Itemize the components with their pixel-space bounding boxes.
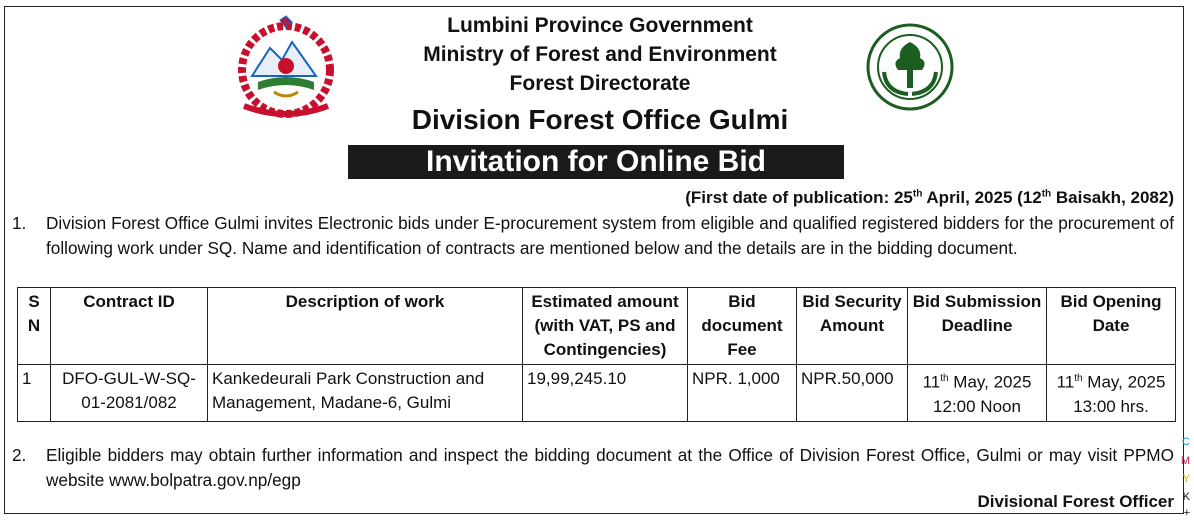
cell-description: Kankedeurali Park Construction and Management, Madane-6, Gulmi xyxy=(208,365,523,422)
paragraph-1 xyxy=(12,211,1174,261)
cell-sn: 1 xyxy=(18,365,51,422)
ministry-name: Ministry of Forest and Environment xyxy=(423,43,777,66)
header-contract-id: Contract ID xyxy=(51,288,208,365)
paragraph-2 xyxy=(12,443,1174,493)
edge-mark: M xyxy=(1180,455,1190,467)
paragraph-number: 1. xyxy=(12,213,27,233)
paragraph-text: Eligible bidders may obtain further information and inspect the bidding document at the Office of Division Forest Office, Gulmi or may visit PPMO website www.bolpatra.gov.np/egp xyxy=(46,445,1174,490)
header-sn: S N xyxy=(18,288,51,365)
government-name: Lumbini Province Government xyxy=(447,14,753,37)
header-doc-fee: Bid document Fee xyxy=(688,288,797,365)
forest-tree-hands-icon xyxy=(862,22,958,112)
cell-doc-fee: NPR. 1,000 xyxy=(688,365,797,422)
cell-submission: 11th May, 2025 12:00 Noon xyxy=(908,365,1047,422)
directorate-name: Forest Directorate xyxy=(509,72,691,95)
signoff: Divisional Forest Officer xyxy=(977,492,1174,511)
publication-date: (First date of publication: 25th April, 2025 (12th Baisakh, 2082) xyxy=(685,188,1174,207)
table-header-row xyxy=(18,288,1176,365)
paragraph-number: 2. xyxy=(12,445,27,465)
header-opening: Bid Opening Date xyxy=(1047,288,1176,365)
edge-mark: Y xyxy=(1182,473,1190,485)
cell-opening: 11th May, 2025 13:00 hrs. xyxy=(1047,365,1176,422)
header-estimate: Estimated amount (with VAT, PS and Contingencies) xyxy=(523,288,688,365)
nepal-emblem-icon xyxy=(230,14,342,124)
page-title: Invitation for Online Bid xyxy=(348,145,844,179)
edge-mark: C xyxy=(1182,436,1190,448)
cell-security: NPR.50,000 xyxy=(797,365,908,422)
bid-table xyxy=(17,287,1176,422)
cell-contract-id: DFO-GUL-W-SQ-01-2081/082 xyxy=(51,365,208,422)
header-security: Bid Security Amount xyxy=(797,288,908,365)
edge-mark: + xyxy=(1183,507,1190,519)
header-submission: Bid Submission Deadline xyxy=(908,288,1047,365)
table-row xyxy=(18,365,1176,422)
paragraph-text: Division Forest Office Gulmi invites Electronic bids under E-procurement system from eligible and qualified registered bidders for the procurement of following work under SQ. Name and identification of contracts are mentioned below and the details are in the bidding document. xyxy=(46,213,1174,258)
cell-estimate: 19,99,245.10 xyxy=(523,365,688,422)
office-name: Division Forest Office Gulmi xyxy=(411,104,789,135)
header-description: Description of work xyxy=(208,288,523,365)
edge-mark: K xyxy=(1182,491,1190,503)
